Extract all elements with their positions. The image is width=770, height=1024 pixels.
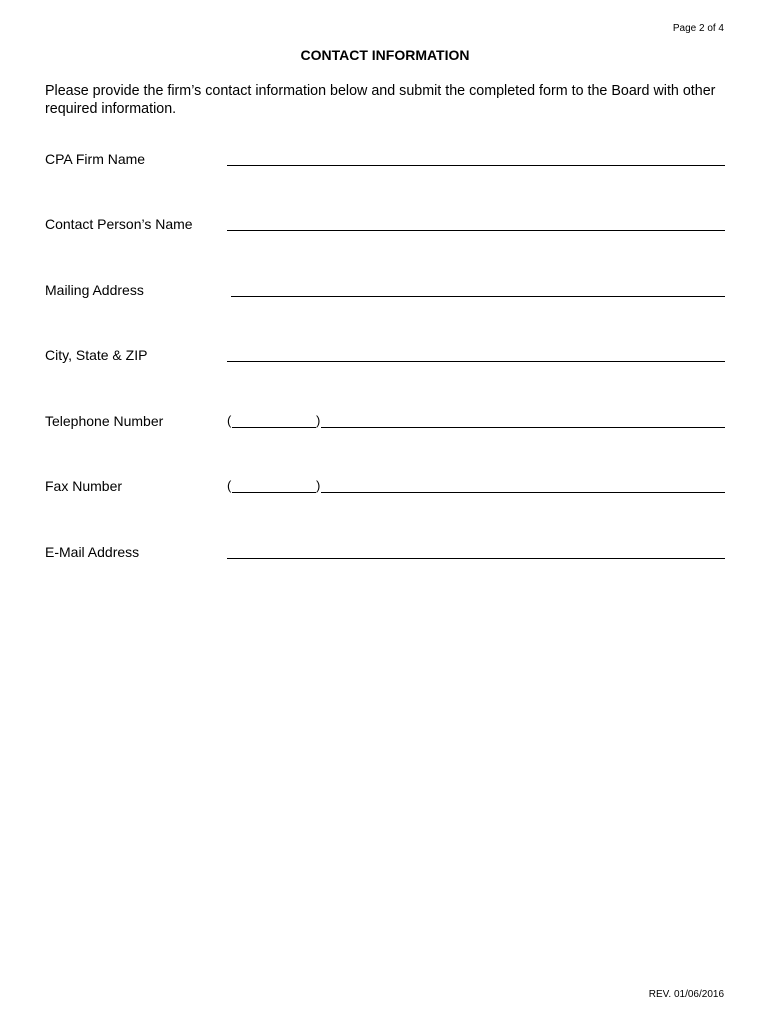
city-state-zip-row	[45, 346, 725, 368]
telephone-close-paren: )	[316, 413, 321, 428]
telephone-number-field[interactable]	[321, 427, 725, 428]
contact-person-row	[45, 215, 725, 237]
fax-open-paren: (	[227, 478, 232, 493]
city-state-zip-label: City, State & ZIP	[45, 347, 148, 363]
firm-name-row	[45, 150, 725, 172]
fax-number-field[interactable]	[321, 492, 725, 493]
fax-close-paren: )	[316, 478, 321, 493]
mailing-address-row	[45, 281, 725, 303]
telephone-open-paren: (	[227, 413, 232, 428]
email-label: E-Mail Address	[45, 544, 140, 560]
firm-name-field[interactable]	[227, 165, 725, 166]
email-row	[45, 543, 725, 565]
fax-label: Fax Number	[45, 478, 123, 494]
fax-row	[45, 477, 725, 499]
contact-person-field[interactable]	[227, 230, 725, 231]
telephone-field	[227, 412, 725, 434]
city-state-zip-field[interactable]	[227, 361, 725, 362]
contact-person-label: Contact Person’s Name	[45, 216, 193, 232]
instructions-text: Please provide the firm’s contact information below and submit the completed form to the Board with other required information.	[45, 83, 716, 117]
telephone-area-code-field[interactable]	[232, 427, 316, 428]
fax-area-code-field[interactable]	[232, 492, 316, 493]
fax-field	[227, 477, 725, 499]
revision-date: REV. 01/06/2016	[648, 989, 724, 1000]
page-number: Page 2 of 4	[672, 23, 724, 34]
telephone-label: Telephone Number	[45, 413, 164, 429]
mailing-address-field[interactable]	[231, 296, 725, 297]
page-title: CONTACT INFORMATION	[300, 47, 470, 63]
firm-name-label: CPA Firm Name	[45, 151, 146, 167]
mailing-address-label: Mailing Address	[45, 282, 144, 298]
email-field[interactable]	[227, 558, 725, 559]
telephone-row	[45, 412, 725, 434]
